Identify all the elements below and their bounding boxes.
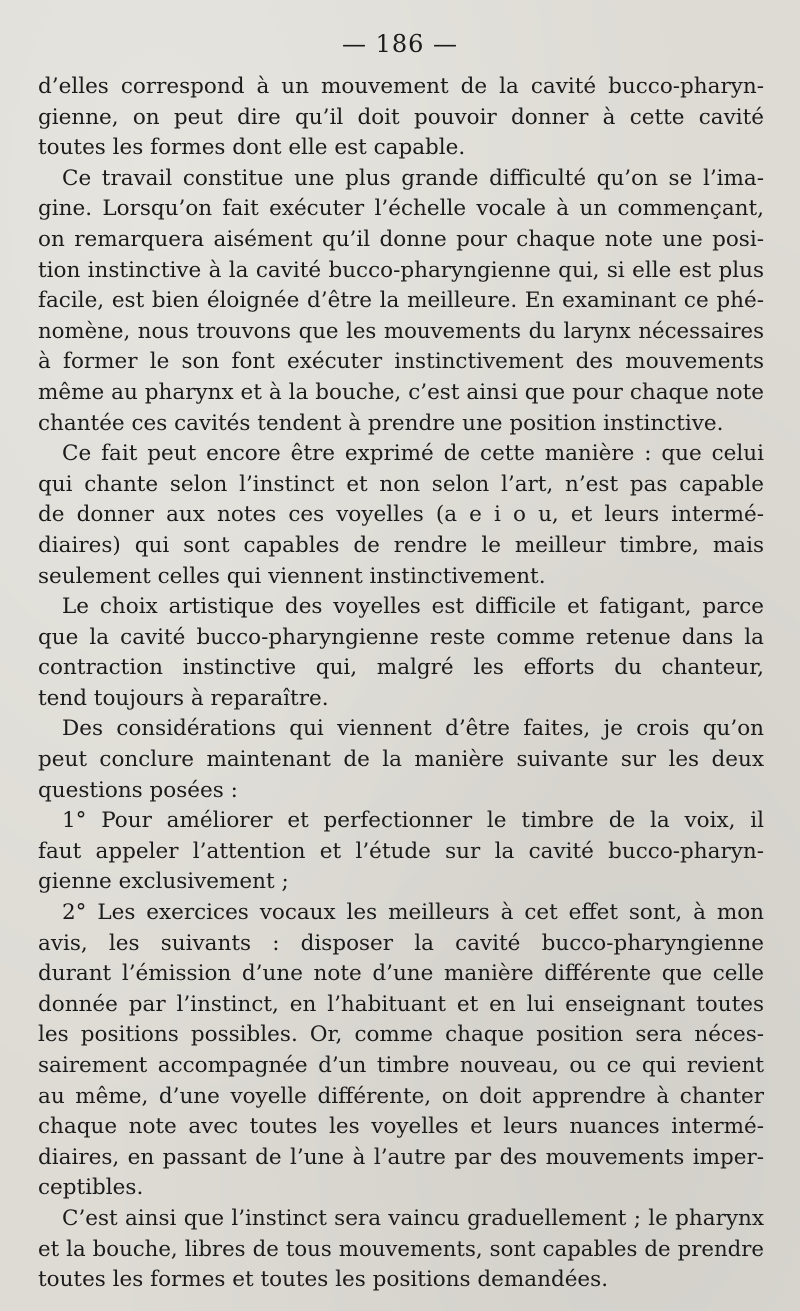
text-line: durant l’émission d’une note d’une manière différente que celle	[38, 961, 764, 987]
text-line: 2° Les exercices vocaux les meilleurs à cet effet sont, à mon	[62, 900, 764, 926]
text-line: questions posées :	[38, 777, 238, 803]
paragraph	[38, 714, 764, 806]
paragraph	[38, 898, 764, 1204]
paragraph	[38, 439, 764, 592]
text-line: C’est ainsi que l’instinct sera vaincu graduellement ; le pharynx	[62, 1205, 764, 1231]
text-line: avis, les suivants : disposer la cavité bucco-pharyngienne	[38, 930, 764, 956]
paragraph	[38, 72, 764, 164]
text-line: chantée ces cavités tendent à prendre une position instinctive.	[38, 410, 724, 436]
text-line: peut conclure maintenant de la manière suivante sur les deux	[38, 747, 764, 773]
body-text	[38, 72, 764, 1296]
page-number: — 186 —	[341, 30, 459, 58]
text-line: tion instinctive à la cavité bucco-pharyngienne qui, si elle est plus	[38, 257, 764, 283]
text-line: gine. Lorsqu’on fait exécuter l’échelle vocale à un commençant,	[38, 196, 764, 222]
text-line: toutes les formes et toutes les positions demandées.	[38, 1267, 609, 1293]
text-line: toutes les formes dont elle est capable.	[38, 135, 466, 161]
paragraph	[38, 1204, 764, 1296]
text-line: Le choix artistique des voyelles est difficile et fatigant, parce	[62, 594, 764, 620]
text-line: nomène, nous trouvons que les mouvements du larynx nécessaires	[38, 318, 764, 344]
text-line: 1° Pour améliorer et perfectionner le timbre de la voix, il	[62, 808, 764, 834]
text-line: tend toujours à reparaître.	[38, 685, 329, 711]
text-line: à former le son font exécuter instinctivement des mouvements	[38, 349, 764, 375]
text-line: d’elles correspond à un mouvement de la cavité bucco-pharyn-	[38, 74, 764, 99]
text-line: gienne, on peut dire qu’il doit pouvoir donner à cette cavité	[38, 104, 764, 130]
text-line: Ce travail constitue une plus grande difficulté qu’on se l’ima-	[62, 165, 764, 191]
text-line: ceptibles.	[38, 1175, 144, 1201]
text-line: gienne exclusivement ;	[38, 869, 289, 895]
text-line: que la cavité bucco-pharyngienne reste comme retenue dans la	[38, 624, 764, 650]
text-line: Des considérations qui viennent d’être faites, je crois qu’on	[62, 716, 764, 742]
text-line: contraction instinctive qui, malgré les efforts du chanteur,	[38, 655, 764, 681]
text-line: chaque note avec toutes les voyelles et leurs nuances intermé-	[38, 1114, 764, 1140]
text-line: seulement celles qui viennent instinctivement.	[38, 563, 546, 589]
text-line: Ce fait peut encore être exprimé de cette manière : que celui	[62, 441, 764, 467]
text-line: diaires, en passant de l’une à l’autre par des mouvements imper-	[38, 1144, 764, 1170]
paragraph	[38, 592, 764, 714]
text-line: au même, d’une voyelle différente, on doit apprendre à chanter	[38, 1083, 764, 1109]
text-line: même au pharynx et à la bouche, c’est ainsi que pour chaque note	[38, 379, 764, 405]
paragraph	[38, 806, 764, 898]
paragraph	[38, 164, 764, 439]
text-line: facile, est bien éloignée d’être la meilleure. En examinant ce phé-	[38, 288, 764, 314]
text-line: les positions possibles. Or, comme chaque position sera néces-	[38, 1022, 764, 1048]
text-line: diaires) qui sont capables de rendre le meilleur timbre, mais	[38, 532, 764, 558]
text-line: faut appeler l’attention et l’étude sur la cavité bucco-pharyn-	[38, 838, 764, 864]
text-line: donnée par l’instinct, en l’habituant et en lui enseignant toutes	[38, 991, 764, 1017]
text-line: de donner aux notes ces voyelles (a e i o u, et leurs intermé-	[38, 502, 764, 528]
text-line: et la bouche, libres de tous mouvements, sont capables de prendre	[38, 1236, 764, 1262]
text-line: sairement accompagnée d’un timbre nouveau, ou ce qui revient	[38, 1053, 764, 1078]
text-line: on remarquera aisément qu’il donne pour chaque note une posi-	[38, 226, 764, 252]
text-line: qui chante selon l’instinct et non selon l’art, n’est pas capable	[38, 471, 764, 497]
